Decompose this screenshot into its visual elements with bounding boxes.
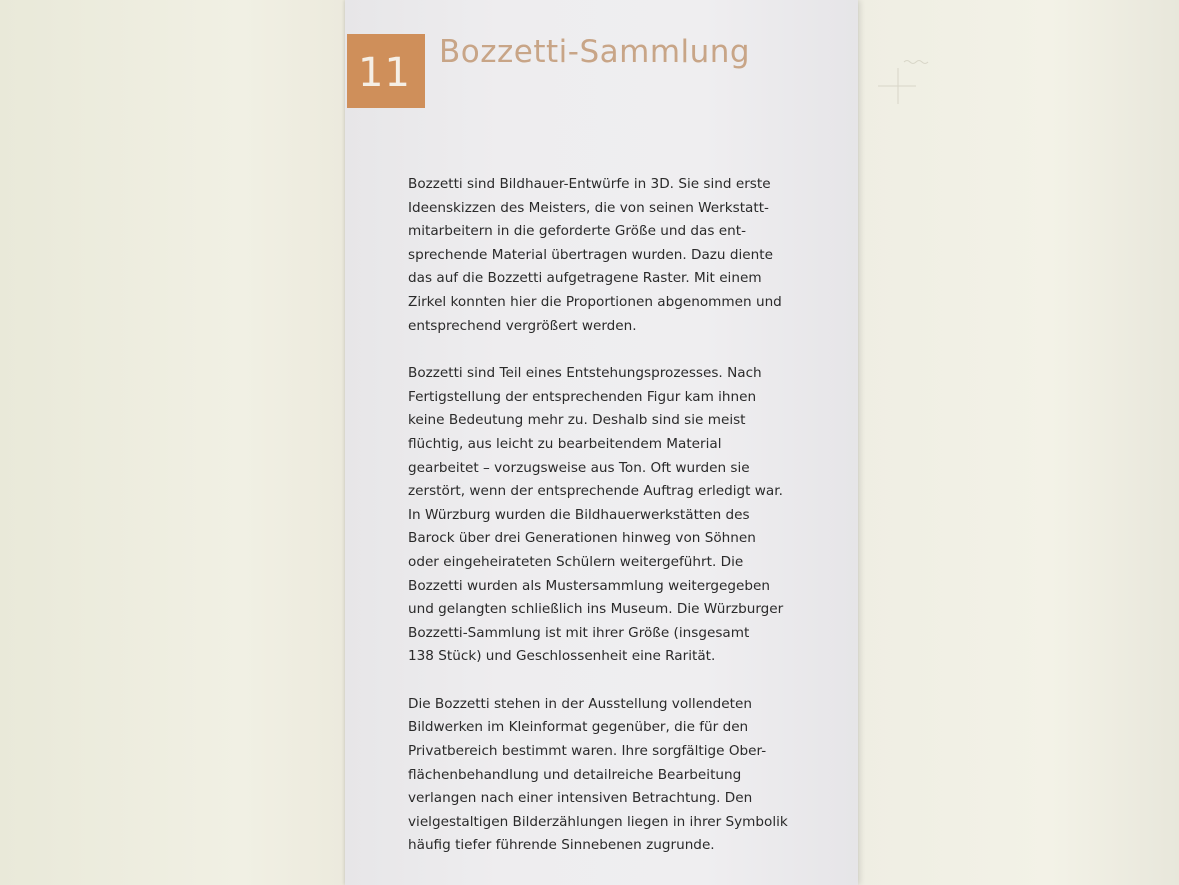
text-line: Bozzetti sind Teil eines Entstehungsprozesses. Nach [408,365,762,382]
text-line: keine Bedeutung mehr zu. Deshalb sind sie meist [408,412,746,429]
text-line: Bozzetti-Sammlung ist mit ihrer Größe (insgesamt [408,624,750,641]
text-line: oder eingeheirateten Schülern weitergeführt. Die [408,553,744,570]
info-panel [345,0,858,885]
text-line: zerstört, wenn der entsprechende Auftrag erledigt war. [408,483,783,500]
panel-title: Bozzetti-Sammlung [439,34,751,70]
text-line: Ideenskizzen des Meisters, die von seinen Werkstatt- [408,199,769,216]
text-line: Zirkel konnten hier die Proportionen abgenommen und [408,293,782,310]
text-line: Bozzetti wurden als Mustersammlung weitergegeben [408,577,771,594]
text-line: und gelangten schließlich ins Museum. Die Würzburger [408,601,784,618]
text-line: Bozzetti sind Bildhauer-Entwürfe in 3D. Sie sind erste [408,176,771,192]
section-number-badge [347,34,425,108]
paragraph-3 [408,693,828,858]
text-line: Privatbereich bestimmt waren. Ihre sorgfältige Ober- [408,743,767,760]
text-line: vielgestaltigen Bilderzählungen liegen in ihrer Symbolik [408,813,788,830]
text-line: entsprechend vergrößert werden. [408,317,637,334]
text-line: das auf die Bozzetti aufgetragene Raster. Mit einem [408,270,762,287]
wall-right [858,0,1179,885]
panel-body [408,173,828,882]
paragraph-1 [408,173,828,338]
text-line: Barock über drei Generationen hinweg von Söhnen [408,530,756,547]
text-line: Die Bozzetti stehen in der Ausstellung vollendeten [408,695,752,712]
wall-left [0,0,345,885]
text-line: gearbeitet – vorzugsweise aus Ton. Oft wurden sie [408,459,750,476]
text-line: mitarbeitern in die geforderte Größe und das ent- [408,223,747,240]
text-line: verlangen nach einer intensiven Betrachtung. Den [408,790,753,807]
text-line: flüchtig, aus leicht zu bearbeitendem Material [408,435,722,452]
text-line: Bildwerken im Kleinformat gegenüber, die für den [408,719,749,736]
wall-pencil-mark [876,58,936,108]
section-number: 11 [358,50,411,96]
text-line: sprechende Material übertragen wurden. Dazu diente [408,246,773,263]
text-line: häufig tiefer führende Sinnebenen zugrunde. [408,837,715,854]
text-line: In Würzburg wurden die Bildhauerwerkstätten des [408,506,750,523]
text-line: flächenbehandlung und detailreiche Bearbeitung [408,766,742,783]
text-line: Fertigstellung der entsprechenden Figur kam ihnen [408,388,757,405]
paragraph-2 [408,362,828,669]
text-line: 138 Stück) und Geschlossenheit eine Rarität. [408,648,716,665]
